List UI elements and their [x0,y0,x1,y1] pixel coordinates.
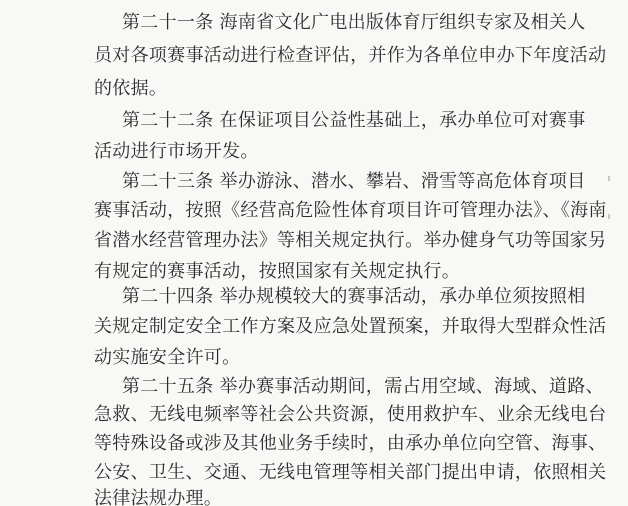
article-25-line-4: 公安、卫生、交通、无线电管理等相关部门提出申请，依照相关 [94,462,607,483]
article-22-line-1: 第二十二条 在保证项目公益性基础上，承办单位可对赛事 [122,110,586,131]
article-23-line-2: 赛事活动，按照《经营高危险性体育项目许可管理办法》、《海南 [94,200,607,221]
article-21-line-2: 员对各项赛事活动进行检查评估，并作为各单位申办下年度活动 [94,45,607,66]
article-24-line-3: 动实施安全许可。 [94,347,241,368]
article-22-line-2: 活动进行市场开发。 [94,141,259,162]
article-25-line-5: 法律法规办理。 [94,488,223,506]
article-21-line-1: 第二十一条 海南省文化广电出版体育厅组织专家及相关人 [122,12,586,33]
article-25-line-3: 等特殊设备或涉及其他业务手续时，由承办单位向空管、海事、 [94,433,607,454]
article-21-line-3: 的依据。 [94,78,168,99]
article-23-line-4: 有规定的赛事活动，按照国家有关规定执行。 [94,261,460,282]
article-25-line-2: 急救、无线电频率等社会公共资源，使用救护车、业余无线电台 [94,404,607,425]
scan-mark [608,214,610,219]
scan-mark [608,176,610,181]
article-23-line-3: 省潜水经营管理办法》等相关规定执行。举办健身气功等国家另 [94,230,607,251]
article-24-line-2: 关规定制定安全工作方案及应急处置预案，并取得大型群众性活 [94,316,607,337]
article-24-line-1: 第二十四条 举办规模较大的赛事活动，承办单位须按照相 [122,286,586,307]
article-25-line-1: 第二十五条 举办赛事活动期间，需占用空域、海域、道路、 [122,376,604,397]
article-23-line-1: 第二十三条 举办游泳、潜水、攀岩、滑雪等高危体育项目 [122,171,586,192]
